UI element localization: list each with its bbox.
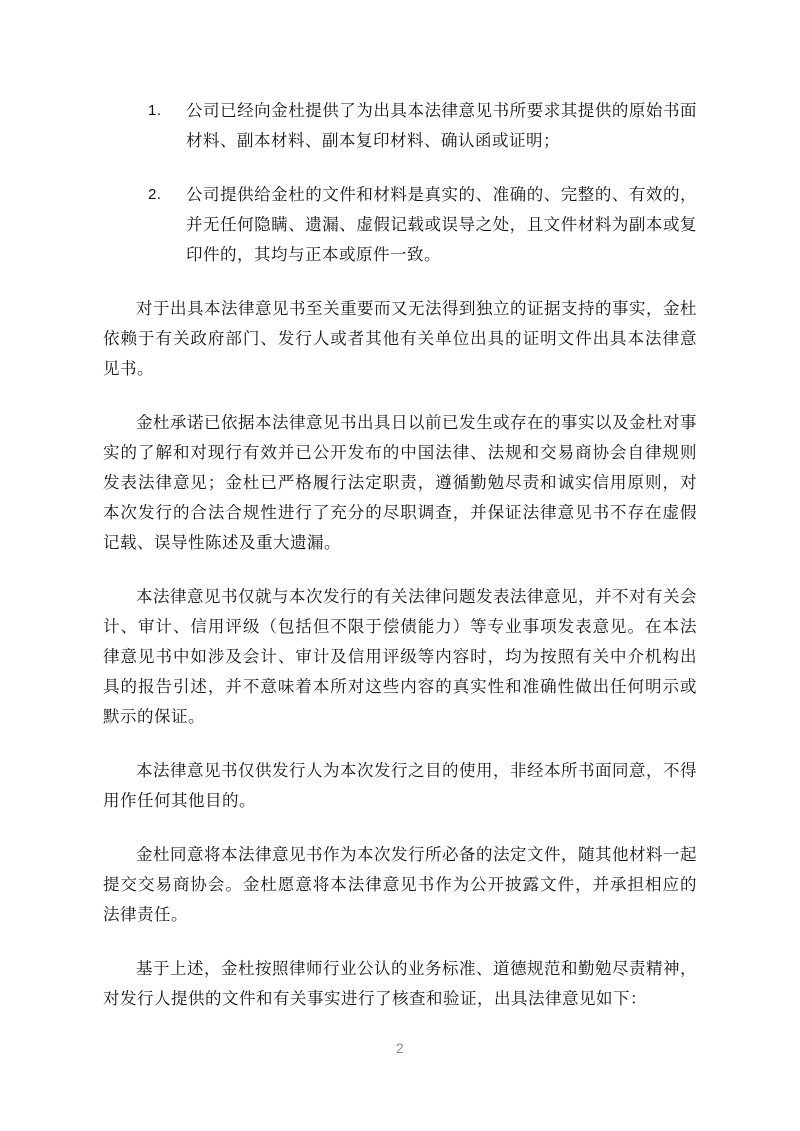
list-item-2-number: 2. xyxy=(148,186,162,203)
paragraph-opinion-preamble: 基于上述，金杜按照律师行业公认的业务标准、道德规范和勤勉尽责精神，对发行人提供的文件和有关事实进行了核查和验证，出具法律意见如下： xyxy=(103,959,697,1008)
paragraph-disclosure-consent: 金杜同意将本法律意见书作为本次发行所必备的法定文件，随其他材料一起提交交易商协会。金杜愿意将本法律意见书作为公开披露文件，并承担相应的法律责任。 xyxy=(103,845,697,924)
numbered-list-item-2 xyxy=(148,180,697,270)
paragraph-scope-limitation: 本法律意见书仅就与本次发行的有关法律问题发表法律意见，并不对有关会计、审计、信用评级（包括但不限于偿债能力）等专业事项发表意见。在本法律意见书中如涉及会计、审计及信用评级等内容时，均为按照有关中介机构出具的报告引述，并不意味着本所对这些内容的真实性和准确性做出任何明示或默示的保证。 xyxy=(103,587,697,726)
list-item-1-text: 公司已经向金杜提供了为出具本法律意见书所要求其提供的原始书面材料、副本材料、副本复印材料、确认函或证明； xyxy=(186,101,697,150)
page-number: 2 xyxy=(395,1040,405,1056)
paragraph-use-restriction: 本法律意见书仅供发行人为本次发行之目的使用，非经本所书面同意，不得用作任何其他目的。 xyxy=(103,761,697,810)
numbered-list-item-1 xyxy=(148,96,697,156)
paragraph-reliance-statement: 对于出具本法律意见书至关重要而又无法得到独立的证据支持的事实，金杜依赖于有关政府部门、发行人或者其他有关单位出具的证明文件出具本法律意见书。 xyxy=(103,299,697,378)
list-item-1-number: 1. xyxy=(148,102,162,119)
paragraph-undertaking-statement: 金杜承诺已依据本法律意见书出具日以前已发生或存在的事实以及金杜对事实的了解和对现行有效并已公开发布的中国法律、法规和交易商协会自律规则发表法律意见；金杜已严格履行法定职责，遵循勤勉尽责和诚实信用原则，对本次发行的合法合规性进行了充分的尽职调查，并保证法律意见书不存在虚假记载、误导性陈述及重大遗漏。 xyxy=(103,413,697,552)
list-item-2-text: 公司提供给金杜的文件和材料是真实的、准确的、完整的、有效的，并无任何隐瞒、遗漏、虚假记载或误导之处，且文件材料为副本或复印件的，其均与正本或原件一致。 xyxy=(186,185,697,264)
